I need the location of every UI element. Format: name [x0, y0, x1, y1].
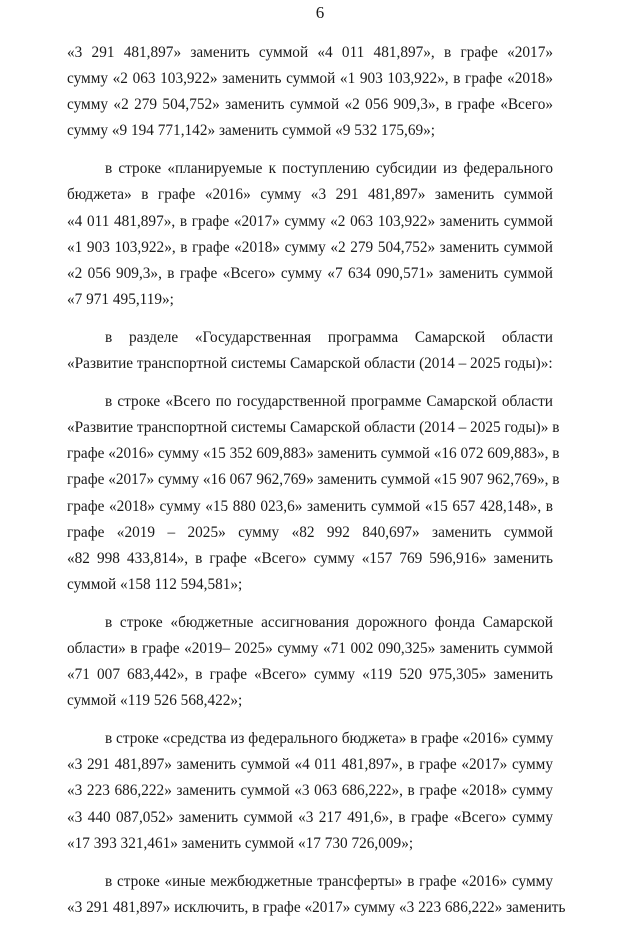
text-line: в строке «бюджетные ассигнования дорожного фонда Самарской — [105, 613, 553, 631]
paragraph — [67, 389, 560, 598]
text-line: «3 291 481,897» заменить суммой «4 011 481,897», в графе «2017» — [67, 44, 553, 61]
text-line: «Развитие транспортной системы Самарской области (2014 – 2025 годы)» в — [67, 419, 560, 437]
text-line: области» в графе «2019– 2025» сумму «71 002 090,325» заменить суммой — [67, 639, 553, 657]
paragraph — [67, 610, 553, 714]
text-line: «Развитие транспортной системы Самарской области (2014 – 2025 годы)»: — [67, 355, 553, 373]
text-line: «4 011 481,897», в графе «2017» сумму «2 063 103,922» заменить суммой — [67, 212, 553, 230]
text-line: бюджета» в графе «2016» сумму «3 291 481,897» заменить суммой — [67, 186, 553, 204]
text-line: «7 971 495,119»; — [67, 290, 174, 308]
text-line: графе «2019 – 2025» сумму «82 992 840,697» заменить суммой — [67, 523, 553, 541]
text-line: «3 223 686,222» заменить суммой «3 063 686,222», в графе «2018» сумму — [67, 782, 553, 800]
text-line: в строке «средства из федерального бюджета» в графе «2016» сумму — [105, 730, 554, 748]
document-body — [67, 40, 566, 933]
paragraph — [67, 40, 553, 144]
text-line: «3 440 087,052» заменить суммой «3 217 491,6», в графе «Всего» сумму — [67, 808, 553, 826]
text-line: «82 998 433,814», в графе «Всего» сумму «157 769 596,916» заменить — [67, 549, 553, 567]
text-line: сумму «2 063 103,922» заменить суммой «1 903 103,922», в графе «2018» — [67, 70, 553, 88]
text-line: в строке «планируемые к поступлению субсидии из федерального — [105, 160, 553, 178]
text-line: в строке «Всего по государственной программе Самарской области — [105, 393, 553, 411]
text-line: графе «2016» сумму «15 352 609,883» заменить суммой «16 072 609,883», в — [67, 445, 560, 463]
text-line: «17 393 321,461» заменить суммой «17 730 726,009»; — [67, 834, 414, 852]
text-line: в строке «иные межбюджетные трансферты» в графе «2016» сумму — [105, 872, 553, 890]
text-line: суммой «158 112 594,581»; — [67, 575, 243, 593]
text-line: «1 903 103,922», в графе «2018» сумму «2 279 504,752» заменить суммой — [67, 238, 553, 256]
text-line: «2 056 909,3», в графе «Всего» сумму «7 634 090,571» заменить суммой — [67, 264, 553, 282]
text-line: «3 291 481,897» заменить суммой «4 011 481,897», в графе «2017» сумму — [67, 756, 553, 774]
paragraph — [67, 325, 553, 377]
paragraph — [67, 726, 553, 856]
text-line: «71 007 683,442», в графе «Всего» сумму «119 520 975,305» заменить — [67, 666, 553, 684]
paragraph — [67, 156, 553, 313]
text-line: «3 291 481,897» исключить, в графе «2017» сумму «3 223 686,222» заменить — [67, 898, 566, 916]
text-line: в разделе «Государственная программа Самарской области — [105, 328, 553, 346]
text-line: суммой «119 526 568,422»; — [67, 692, 243, 710]
text-line: сумму «9 194 771,142» заменить суммой «9 532 175,69»; — [67, 122, 436, 140]
text-line: графе «2017» сумму «16 067 962,769» заменить суммой «15 907 962,769», в — [67, 471, 560, 489]
page-number: 6 — [315, 3, 325, 22]
paragraph — [67, 869, 566, 921]
text-line: графе «2018» сумму «15 880 023,6» заменить суммой «15 657 428,148», в — [67, 497, 553, 515]
text-line: сумму «2 279 504,752» заменить суммой «2 056 909,3», в графе «Всего» — [67, 96, 553, 114]
